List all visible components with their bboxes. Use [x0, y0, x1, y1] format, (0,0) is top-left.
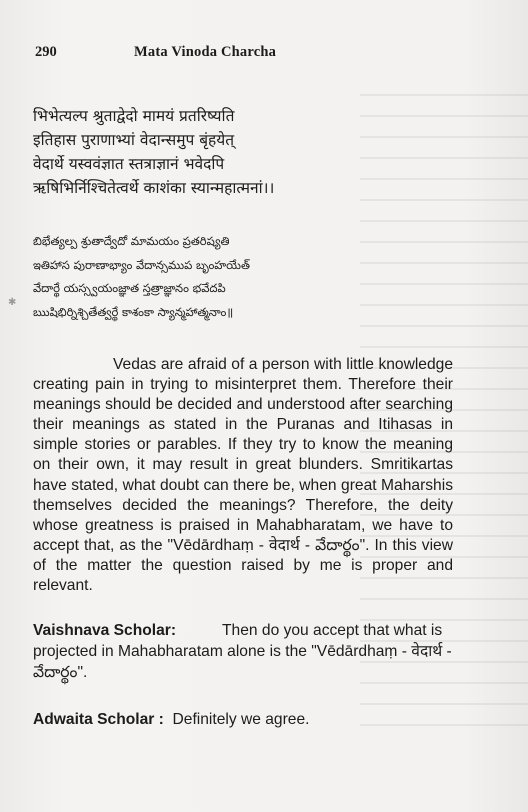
verse-line: ఋషిభిర్నిశ్చితేత్వర్థే కాశంకా స్యాన్మహాత్మనాం॥ — [33, 304, 234, 319]
sanskrit-verse-telugu-script — [33, 230, 473, 324]
sanskrit-verse-devanagari — [33, 104, 473, 200]
margin-mark: ✱ — [8, 297, 17, 308]
dialogue-vaishnava — [33, 620, 453, 683]
page-number: 290 — [35, 44, 57, 60]
verse-line: ऋषिभिर्निश्चितेत्वर्थे काशंका स्यान्महात्मनां।। — [33, 179, 275, 197]
verse-line: इतिहास पुराणाभ्यां वेदान्समुप बृंहयेत् — [33, 131, 235, 149]
speaker-name: Adwaita Scholar : — [33, 711, 164, 728]
speech-text: Definitely we agree. — [172, 711, 310, 728]
verse-line: भिभेत्यल्प श्रुताद्वेदो मामयं प्रतरिष्यति — [33, 107, 235, 125]
speech-text: Then do you accept that what is projected in Mahabharatam alone is the "Vēdārdhaṃ - वेदार्थ - వేదార్థం". — [33, 622, 452, 681]
verse-line: वेदार्थे यस्ववंज्ञात स्तत्राज्ञानं भवेदपि — [33, 155, 225, 173]
running-title: Mata Vinoda Charcha — [134, 44, 277, 60]
verse-line: వేదార్థే యస్స్వయంజ్ఞాత స్తత్రాజ్ఞానం భవేదపి — [33, 281, 226, 295]
verse-line: బిభేత్యల్ప శ్రుతాద్వేదో మామయం ప్రతరిష్యతి — [33, 234, 230, 248]
dialogue-adwaita — [33, 709, 453, 730]
commentary-paragraph — [33, 355, 453, 596]
verse-line: ఇతిహాస పురాణాభ్యాం వేదాన్సముప బృంహయేత్ — [33, 257, 250, 272]
paragraph-text: Vedas are afraid of a person with little knowledge creating pain in trying to misinterpret them. Therefore their meanings should be decided and understood after searching their meanings as stated in the Puranas and Itihasas in simple stories or parables. If they try to know the meaning on their own, it may result in great blunders. Smritikartas have stated, what doubt can there be, when great Maharshis themselves decided the meanings? Therefore, the deity whose greatness is praised in Mahabharatam, we have to accept that, as the "Vēdārdhaṃ - वेदार्थ - వేదార్థం". In this view of the matter the question raised by me is proper and relevant. — [33, 356, 453, 595]
speaker-name: Vaishnava Scholar: — [33, 622, 177, 639]
